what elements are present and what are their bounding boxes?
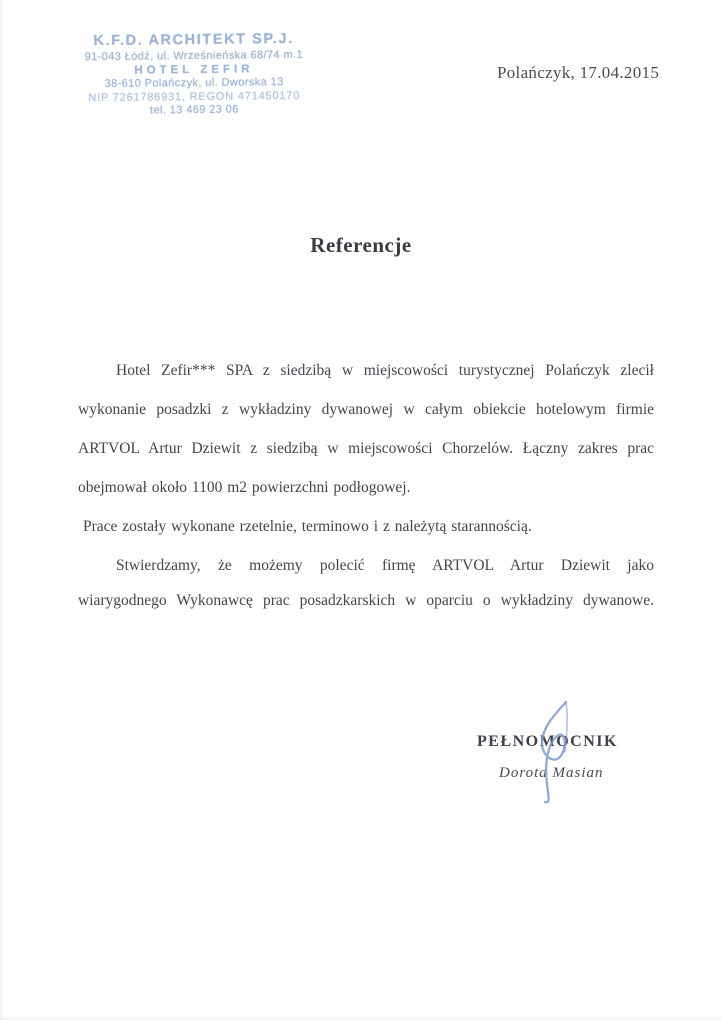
stamp-address-polanczyk: 38-610 Polańczyk, ul. Dworska 13 bbox=[104, 76, 284, 90]
handwritten-signature-ink bbox=[515, 694, 595, 816]
scan-edge-bottom bbox=[0, 1016, 722, 1020]
scan-edge-left bbox=[0, 0, 4, 1020]
stamp-company-name: K.F.D. ARCHITEKT SP.J. bbox=[93, 30, 294, 50]
body-line: Prace zostały wykonane rzetelnie, terminowo i z należytą starannością. bbox=[83, 518, 532, 535]
stamp-nip-regon: NIP 7261786931, REGON 471450170 bbox=[88, 89, 301, 104]
signature-role: PEŁNOMOCNIK bbox=[477, 733, 618, 750]
body-line: wykonanie posadzki z wykładziny dywanowej w całym obiekcie hotelowym firmie bbox=[78, 401, 654, 418]
stamp-hotel-name: HOTEL ZEFIR bbox=[134, 62, 254, 77]
body-line: obejmował około 1100 m2 powierzchni podłogowej. bbox=[78, 479, 411, 496]
stamp-phone: tel. 13 469 23 06 bbox=[149, 103, 239, 117]
body-line: Stwierdzamy, że możemy polecić firmę ARTVOL Artur Dziewit jako bbox=[116, 557, 654, 574]
signature-name: Dorota Masian bbox=[499, 765, 604, 781]
stamp-address-lodz: 91-043 Łódź, ul. Wrześnieńska 68/74 m.1 bbox=[84, 48, 304, 64]
body-line: ARTVOL Artur Dziewit z siedzibą w miejscowości Chorzelów. Łączny zakres prac bbox=[78, 440, 654, 457]
company-stamp bbox=[58, 31, 331, 119]
date-line: Polańczyk, 17.04.2015 bbox=[497, 63, 660, 82]
document-title: Referencje bbox=[310, 233, 412, 257]
body-line: Hotel Zefir*** SPA z siedzibą w miejscowości turystycznej Polańczyk zlecił bbox=[116, 362, 654, 379]
body-text bbox=[78, 351, 654, 620]
body-line: wiarygodnego Wykonawcę prac posadzkarskich w oparciu o wykładziny dywanowe. bbox=[78, 592, 654, 609]
